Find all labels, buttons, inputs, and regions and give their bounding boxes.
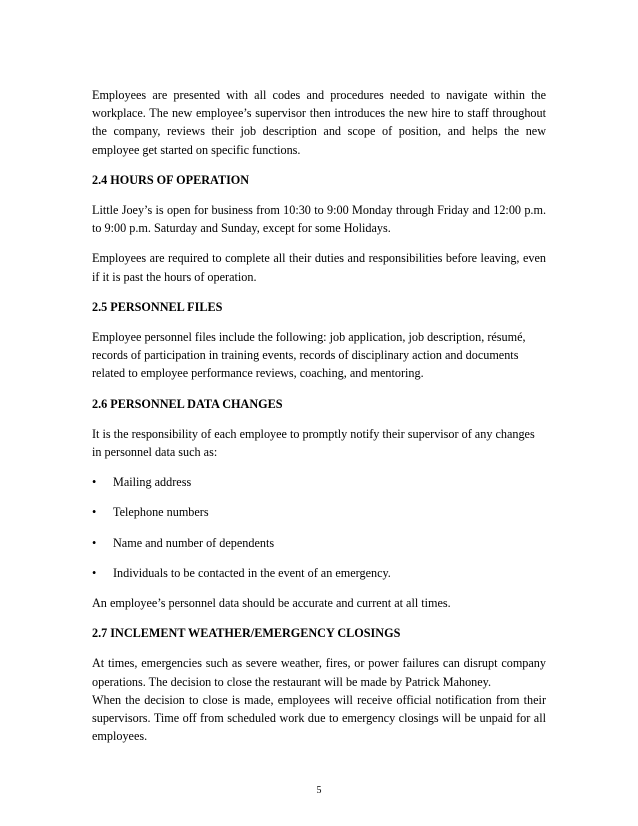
list-item: [92, 473, 546, 491]
bullet-icon: •: [92, 505, 97, 520]
personnel-files-paragraph: Employee personnel files include the following: job application, job description, résumé, records of participation in training events, records of disciplinary action and documents related to employee performance reviews, coaching, and mentoring.: [92, 330, 526, 381]
list-item-text: Telephone numbers: [113, 505, 209, 520]
data-changes-paragraph: It is the responsibility of each employee to promptly notify their supervisor of any changes in personnel data such as:: [92, 426, 535, 460]
list-item-text: Mailing address: [113, 475, 192, 490]
list-item-text: Individuals to be contacted in the event of an emergency.: [113, 565, 391, 580]
closings-paragraph-2: When the decision to close is made, employees will receive official notification from their supervisors. Time off from scheduled work due to emergency closings will be unpaid for all employees.: [92, 692, 546, 744]
heading-hours-of-operation: 2.4 HOURS OF OPERATION: [92, 172, 250, 187]
page-content: [92, 86, 546, 745]
heading-emergency-closings: 2.7 INCLEMENT WEATHER/EMERGENCY CLOSINGS: [92, 626, 401, 641]
data-changes-list: [92, 473, 546, 582]
list-item-text: Name and number of dependents: [113, 535, 275, 550]
heading-personnel-data-changes: 2.6 PERSONNEL DATA CHANGES: [92, 396, 283, 411]
data-accuracy-paragraph: An employee’s personnel data should be accurate and current at all times.: [92, 596, 451, 611]
list-item: [92, 503, 546, 521]
bullet-icon: •: [92, 565, 97, 580]
hours-paragraph-1: Little Joey’s is open for business from 10:30 to 9:00 Monday through Friday and 12:00 p.m. to 9:00 p.m. Saturday and Sunday, except for some Holidays.: [92, 203, 546, 236]
hours-paragraph-2: Employees are required to complete all their duties and responsibilities before leaving, even if it is past the hours of operation.: [92, 251, 546, 284]
list-item: [92, 534, 546, 552]
bullet-icon: •: [92, 535, 97, 550]
intro-paragraph: Employees are presented with all codes and procedures needed to navigate within the workplace. The new employee’s supervisor then introduces the new hire to staff throughout the company, reviews their job description and scope of position, and helps the new employee get started on specific functions.: [92, 88, 546, 157]
heading-personnel-files: 2.5 PERSONNEL FILES: [92, 299, 223, 314]
page-number: 5: [316, 785, 322, 796]
bullet-icon: •: [92, 475, 97, 490]
list-item: [92, 564, 546, 582]
closings-paragraph-1: At times, emergencies such as severe weather, fires, or power failures can disrupt company operations. The decision to close the restaurant will be made by Patrick Mahoney.: [92, 656, 546, 689]
